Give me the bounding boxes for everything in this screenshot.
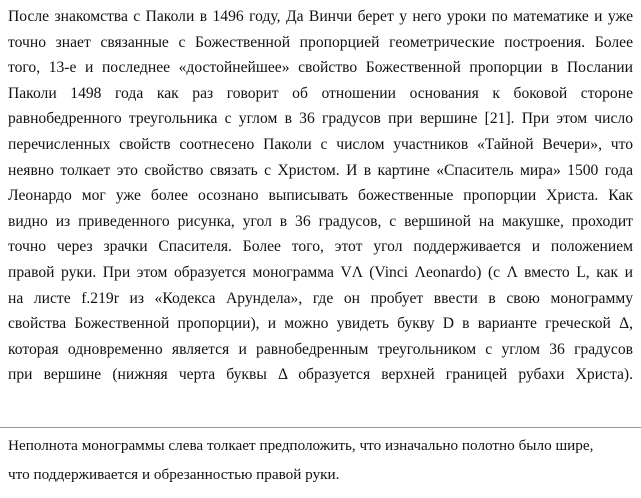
main-paragraph (8, 4, 633, 388)
note-line: что поддерживается и обрезанностью правой руки. (8, 466, 340, 483)
note-line: Неполнота монограммы слева толкает предположить, что изначально полотно было шире, (8, 437, 594, 454)
text-line: видно из приведенного рисунка, угол в 36 градусов, с вершиной на макушке, проходит (8, 212, 633, 230)
text-line: правой руки. При этом образуется монограмма VΛ (Vinci Λeonardo) (с Λ вместо L, как и (8, 263, 633, 281)
text-line: Леонардо мог уже более осознано выписывать божественные пропорции Христа. Как (8, 187, 633, 205)
text-line: равнобедренного треугольника с углом в 36 градусов при вершине [21]. При этом число (8, 110, 633, 128)
note-paragraph (8, 431, 633, 489)
section-divider (0, 427, 641, 428)
text-line: неявно толкает это свойство связать с Христом. И в картине «Спаситель мира» 1500 года (8, 161, 633, 179)
text-line: Паколи 1498 года как раз говорит об отношении основания к боковой стороне (8, 84, 633, 102)
text-line: которая одновременно является и равнобедренным треугольником с углом 36 градусов (8, 340, 633, 358)
text-line: на листе f.219r из «Кодекса Арундела», где он пробует ввести в свою монограмму (8, 289, 633, 307)
text-line: После знакомства с Паколи в 1496 году, Да Винчи берет у него уроки по математике и уже (8, 8, 633, 25)
text-line: точно знает связанные с Божественной пропорцией геометрические построения. Более (8, 33, 633, 51)
text-line: перечисленных свойств соотнесено Паколи с числом участников «Тайной Вечери», что (8, 135, 633, 153)
text-line: того, 13-е и последнее «достойнейшее» свойство Божественной пропорции в Послании (8, 59, 633, 77)
text-line: свойства Божественной пропорции), и можно увидеть букву D в варианте греческой Δ, (8, 315, 633, 333)
text-line: точно через зрачки Спасителя. Более того, этот угол поддерживается и положением (8, 238, 633, 256)
text-line: при вершине (нижняя черта буквы Δ образуется верхней границей рубахи Христа). (8, 366, 633, 384)
